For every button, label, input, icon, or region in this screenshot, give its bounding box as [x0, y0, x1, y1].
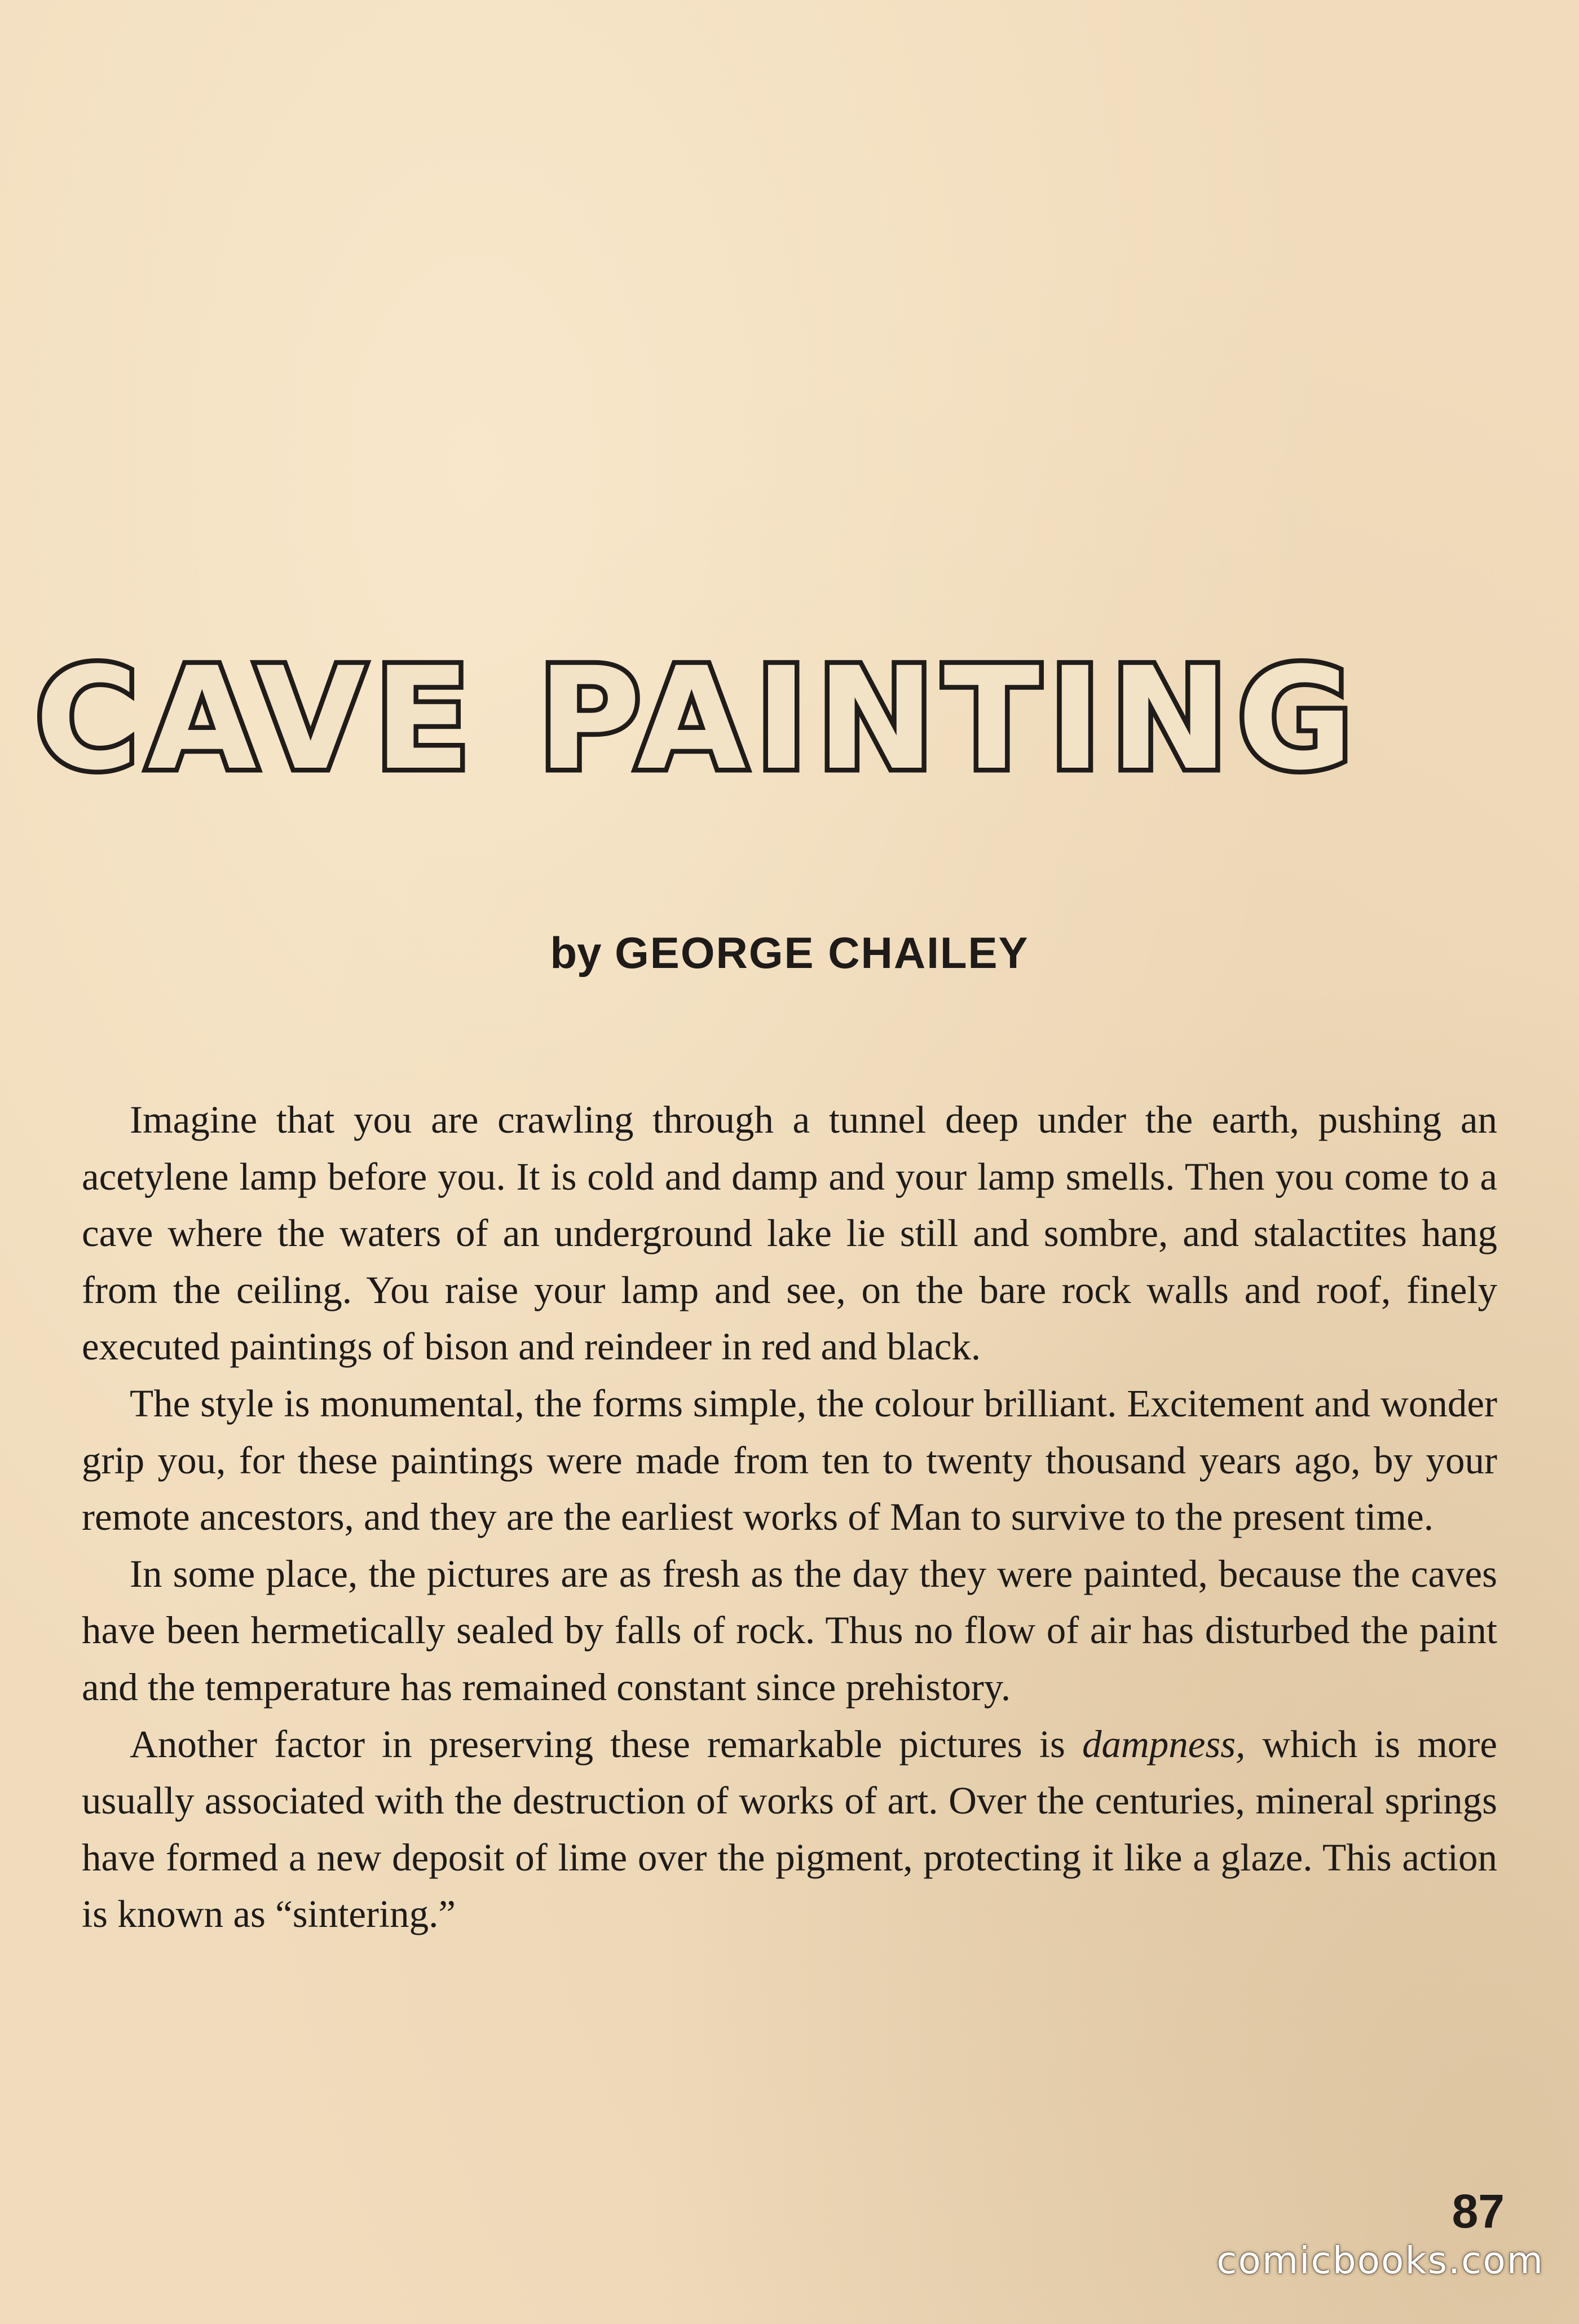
article-title: CAVE PAINTING — [35, 637, 1362, 801]
paragraph-4-emphasis: dampness, — [1082, 1722, 1246, 1766]
paragraph-2: The style is monumental, the forms simple, the colour brilliant. Excitement and wonder grip you, for these paintings were made from ten to twenty thousand years ago, by your remote ancestors, and they are the earliest works of Man to survive to the present time. — [82, 1381, 1497, 1539]
page-number: 87 — [1452, 2185, 1505, 2238]
byline-author: GEORGE CHAILEY — [615, 928, 1029, 978]
paragraph-4 — [82, 1716, 1497, 1943]
paragraph-4-start: Another factor in preserving these remarkable pictures is — [130, 1722, 1082, 1766]
paragraph-3: In some place, the pictures are as fresh as the day they were painted, because the caves have been hermetically sealed by falls of rock. Thus no flow of air has disturbed the paint and the temperature has remained constant since prehistory. — [82, 1552, 1497, 1709]
paragraph-4-end: which is more usually associated with the destruction of works of art. Over the centuries, mineral springs have formed a new deposit of lime over the pigment, protecting it like a glaze. This action is known as “sintering.” — [82, 1722, 1498, 1936]
watermark: comicbooks.com — [1216, 2239, 1544, 2282]
byline-prefix: by — [550, 928, 602, 978]
paragraph-1: Imagine that you are crawling through a tunnel deep under the earth, pushing an acetylene lamp before you. It is cold and damp and your lamp smells. Then you come to a cave where the waters of an underground lake lie still and sombre, and stalactites hang from the ceiling. You raise your lamp and see, on the bare rock walls and roof, finely executed paintings of bison and reindeer in red and black. — [82, 1098, 1497, 1368]
byline — [0, 928, 1579, 978]
article-body — [82, 1091, 1497, 1943]
